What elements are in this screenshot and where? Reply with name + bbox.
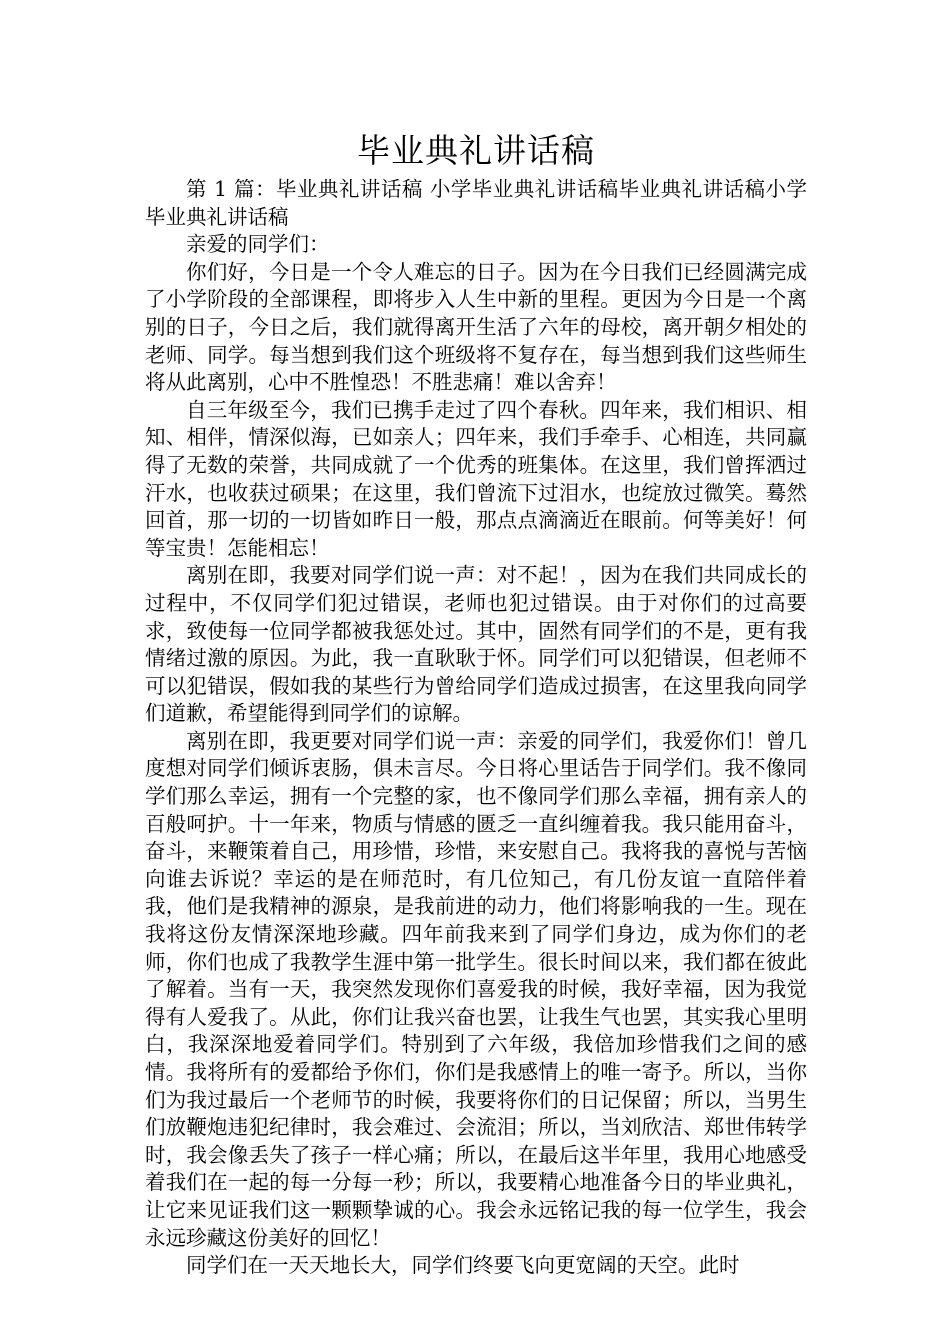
paragraph-4: 离别在即，我更要对同学们说一声：亲爱的同学们，我爱你们！曾几度想对同学们倾诉衷肠，俱未言尽。今日将心里话告于同学们。我不像同学们那么幸运，拥有一个完整的家，也不像同学们那么幸福，拥有亲人的百般呵护。十一年来，物质与情感的匮乏一直纠缠着我。我只能用奋斗，奋斗，来鞭策着自己，用珍惜，珍惜，来安慰自己。我将我的喜悦与苦恼向谁去诉说？幸运的是在师范时，有几位知己，有几份友谊一直陪伴着我，他们是我精神的源泉，是我前进的动力，他们将影响我的一生。现在我将这份友情深深地珍藏。四年前我来到了同学们身边，成为你们的老师，你们也成了我教学生涯中第一批学生。很长时间以来，我们都在彼此了解着。当有一天，我突然发现你们喜爱我的时候，我好幸福，因为我觉得有人爱我了。从此，你们让我兴奋也罢，让我生气也罢，其实我心里明白，我深深地爱着同学们。特别到了六年级，我倍加珍惜我们之间的感情。我将所有的爱都给予你们，你们是我感情上的唯一寄予。所以，当你们为我过最后一个老师节的时候，我要将你们的日记保留；所以，当男生们放鞭炮违犯纪律时，我会难过、会流泪；所以，当刘欣洁、郑世伟转学时，我会像丢失了孩子一样心痛；所以，在最后这半年里，我用心地感受着我们在一起的每一分每一秒；所以，我要精心地准备今日的毕业典礼，让它来见证我们这一颗颗挚诚的心。我会永远铭记我的每一位学生，我会永远珍藏这份美好的回忆！: [145, 728, 807, 1250]
paragraph-1: 你们好，今日是一个令人难忘的日子。因为在今日我们已经圆满完成了小学阶段的全部课程，即将步入人生中新的里程。更因为今日是一个离别的日子，今日之后，我们就得离开生活了六年的母校，离开朝夕相处的老师、同学。每当想到我们这个班级将不复存在，每当想到我们这些师生将从此离别，心中不胜惶恐！不胜悲痛！难以舍弃！: [145, 259, 807, 395]
greeting: 亲爱的同学们：: [186, 232, 330, 257]
paragraph-5: 同学们在一天天地长大，同学们终要飞向更宽阔的天空。此时: [186, 1253, 740, 1278]
document-page: [145, 128, 807, 1280]
document-title: 毕业典礼讲话稿: [357, 131, 595, 170]
document-subtitle: 第 1 篇：毕业典礼讲话稿 小学毕业典礼讲话稿毕业典礼讲话稿小学毕业典礼讲话稿: [145, 177, 807, 229]
paragraph-2: 自三年级至今，我们已携手走过了四个春秋。四年来，我们相识、相知、相伴，情深似海，已如亲人；四年来，我们手牵手、心相连，共同赢得了无数的荣誉，共同成就了一个优秀的班集体。在这里，我们曾挥洒过汗水，也收获过硕果；在这里，我们曾流下过泪水，也绽放过微笑。蓦然回首，那一切的一切皆如昨日一般，那点点滴滴近在眼前。何等美好！何等宝贵！怎能相忘！: [145, 397, 807, 560]
paragraph-3: 离别在即，我要对同学们说一声：对不起！，因为在我们共同成长的过程中，不仅同学们犯过错误，老师也犯过错误。由于对你们的过高要求，致使每一位同学都被我惩处过。其中，固然有同学们的不是，更有我情绪过激的原因。为此，我一直耿耿于怀。同学们可以犯错误，但老师不可以犯错误，假如我的某些行为曾给同学们造成过损害，在这里我向同学们道歉，希望能得到同学们的谅解。: [145, 563, 807, 726]
